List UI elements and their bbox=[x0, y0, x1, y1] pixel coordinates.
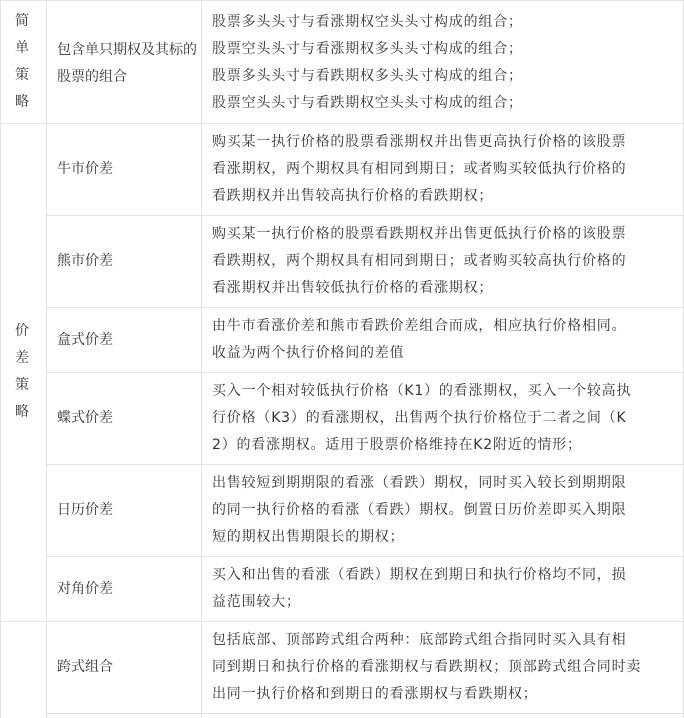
column-divider bbox=[46, 0, 47, 718]
description-line: 看涨期权并出售较低执行价格的看涨期权； bbox=[212, 280, 494, 296]
category-label: 简 单 策 略 bbox=[15, 13, 29, 110]
row-divider bbox=[46, 556, 684, 557]
row-divider bbox=[46, 372, 684, 373]
description-line: 购买某一执行价格的股票看涨期权并出售更高执行价格的该股票 bbox=[212, 134, 627, 150]
strategy-name: 牛市价差 bbox=[57, 161, 113, 177]
strategy-description bbox=[212, 470, 667, 551]
description-line: 短的期权出售期限长的期权； bbox=[212, 529, 405, 545]
row-divider bbox=[46, 713, 684, 714]
description-line: 出售较短到期期限的看涨（看跌）期权，同时买入较长到期期限 bbox=[212, 475, 627, 491]
category-label: 价 差 策 略 bbox=[15, 323, 29, 420]
strategy-name: 日历价差 bbox=[57, 502, 113, 518]
strategy-description bbox=[212, 562, 667, 616]
description-line: 2）的看涨期权。适用于股票价格维持在K2附近的情形； bbox=[212, 437, 582, 453]
row-divider bbox=[0, 0, 684, 1]
description-line: 股票空头头寸与看涨期权多头头寸构成的组合； bbox=[212, 41, 523, 57]
row-divider bbox=[0, 621, 684, 622]
description-line: 由牛市看涨价差和熊市看跌价差组合而成，相应执行价格相同。 bbox=[212, 318, 627, 334]
description-line: 的同一执行价格的看涨（看跌）期权。倒置日历价差即买入期限 bbox=[212, 502, 627, 518]
row-divider bbox=[0, 123, 684, 124]
strategy-name: 跨式组合 bbox=[57, 659, 113, 675]
strategy-name: 包含单只期权及其标的股票的组合 bbox=[57, 42, 197, 85]
description-line: 行价格（K3）的看涨期权，出售两个执行价格位于二者之间（K bbox=[212, 410, 627, 426]
strategy-name: 蝶式价差 bbox=[57, 410, 113, 426]
strategy-description bbox=[212, 129, 667, 210]
description-line: 收益为两个执行价格间的差值 bbox=[212, 345, 405, 361]
description-line: 益范围较大； bbox=[212, 594, 301, 610]
strategy-description bbox=[212, 9, 667, 117]
description-line: 同到期日和执行价格的看涨期权与看跌期权；顶部跨式组合同时卖 bbox=[212, 659, 642, 675]
strategy-name: 对角价差 bbox=[57, 581, 113, 597]
strategy-description bbox=[212, 378, 667, 459]
strategy-description bbox=[212, 313, 667, 367]
strategy-name: 盒式价差 bbox=[57, 332, 113, 348]
description-line: 看涨期权，两个期权具有相同到期日；或者购买较低执行价格的 bbox=[212, 161, 627, 177]
strategy-description bbox=[212, 627, 667, 708]
description-line: 买入和出售的看涨（看跌）期权在到期日和执行价格均不同，损 bbox=[212, 567, 627, 583]
column-divider bbox=[0, 0, 1, 718]
description-line: 出同一执行价格和到期日的看涨期权与看跌期权； bbox=[212, 686, 538, 702]
strategy-name: 熊市价差 bbox=[57, 253, 113, 269]
description-line: 股票多头头寸与看跌期权多头头寸构成的组合； bbox=[212, 68, 523, 84]
description-line: 股票多头头寸与看涨期权空头头寸构成的组合； bbox=[212, 14, 523, 30]
description-line: 买入一个相对较低执行价格（K1）的看涨期权，买入一个较高执 bbox=[212, 383, 632, 399]
description-line: 购买某一执行价格的股票看跌期权并出售更低执行价格的该股票 bbox=[212, 226, 627, 242]
row-divider bbox=[46, 215, 684, 216]
description-line: 股票空头头寸与看跌期权空头头寸构成的组合； bbox=[212, 95, 523, 111]
row-divider bbox=[46, 464, 684, 465]
strategy-description bbox=[212, 221, 667, 302]
column-divider bbox=[201, 0, 202, 718]
row-divider bbox=[46, 307, 684, 308]
description-line: 包括底部、顶部跨式组合两种：底部跨式组合指同时买入具有相 bbox=[212, 632, 627, 648]
description-line: 看跌期权并出售较高执行价格的看跌期权； bbox=[212, 188, 494, 204]
description-line: 看跌期权，两个期权具有相同到期日；或者购买较高执行价格的 bbox=[212, 253, 627, 269]
